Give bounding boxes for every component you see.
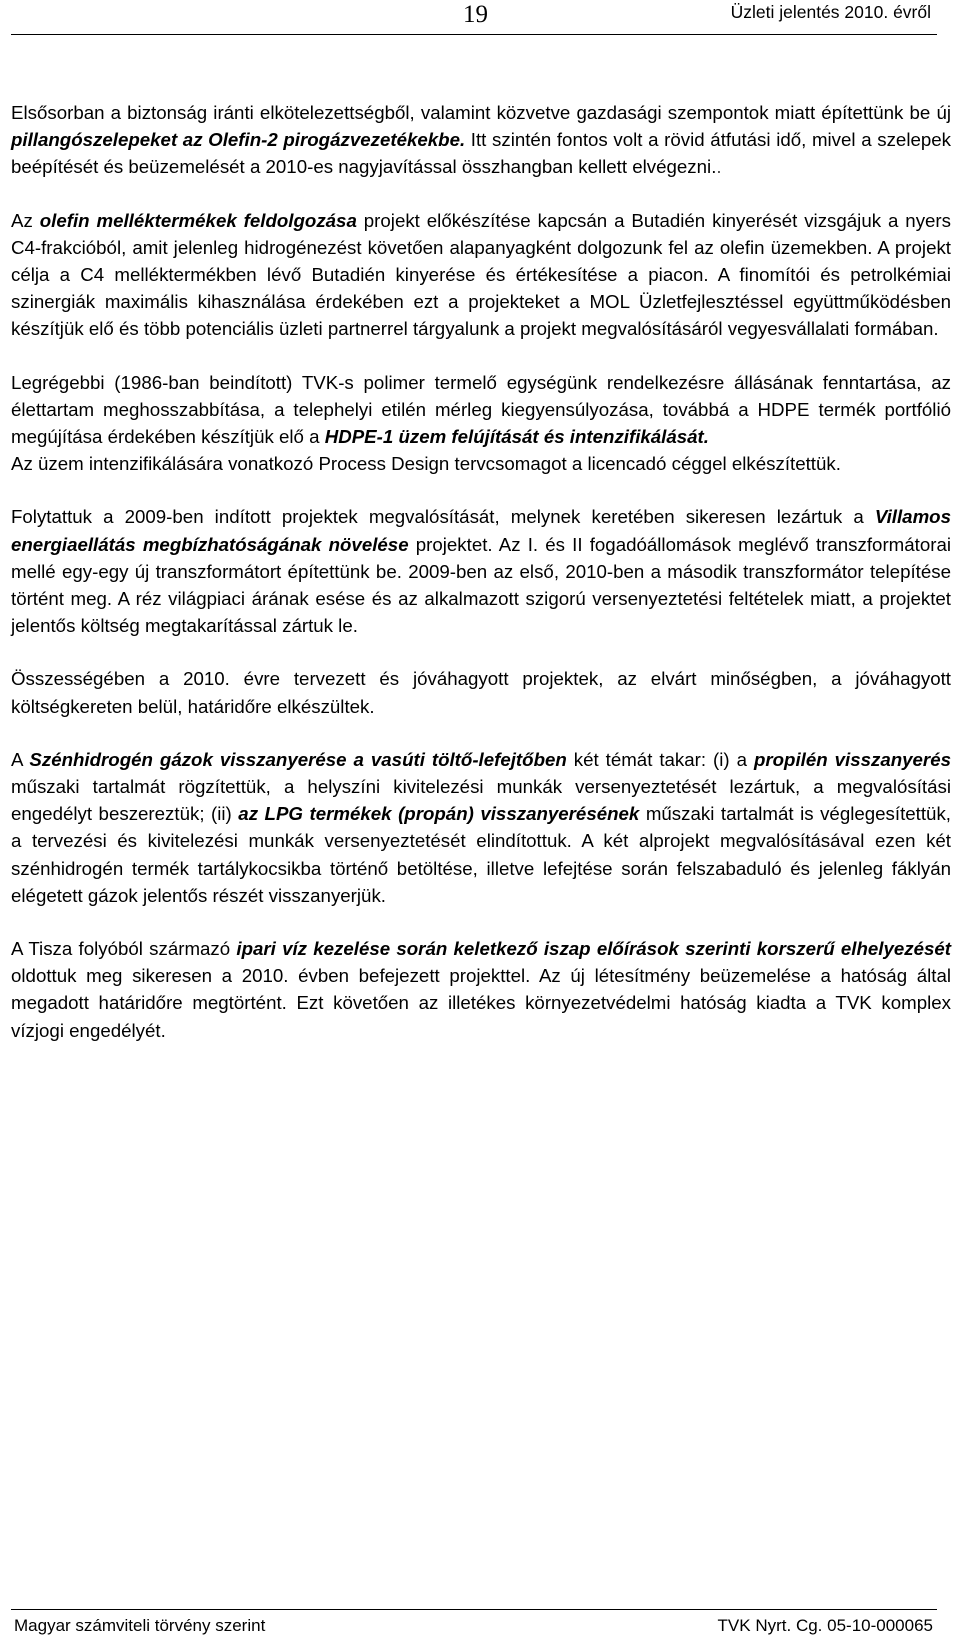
emphasis-hdpe-1: HDPE-1 üzem felújítását és intenzifikálását. [324, 426, 709, 448]
emphasis-lpg: az LPG termékek (propán) visszanyerésének [238, 803, 640, 825]
document-body [11, 99, 957, 1070]
paragraph-summary: Összességében a 2010. évre tervezett és jóváhagyott projektek, az elvárt minőségben, a jóváhagyott költségkereten belül, határidőre elkészültek. [11, 668, 957, 717]
paragraph-hdpe-1: Legrégebbi (1986-ban beindított) TVK-s polimer termelő egységünk rendelkezésre állásának fenntartása, az élettartam meghosszabbítása, a telephelyi etilén mérleg kiegyensúlyozása, továbbá a HDPE termék portfólió megújítása érdekében készítjük elő a HDPE-1 üzem felújítását és intenzifikálását. [11, 371, 957, 448]
paragraph-olefin-byproducts: Az olefin melléktermékek feldolgozása projekt előkészítése kapcsán a Butadién kinyerését vizsgájuk a nyers C4-frakcióból, amit jelenleg hidrogénezést követően alapanyagként dolgozunk fel az olefin üzemekben. A projekt célja a C4 melléktermékben lévő Butadién kinyerése és értékesítése a piacon. A finomítói és petrolkémiai szinergiák maximális kihasználása érdekében ezt a projekteket a MOL Üzletfejlesztéssel együttműködésben készítjük elő és több potenciális üzleti partnerrel tárgyalunk a projekt megvalósításáról vegyesvállalati formában. [11, 209, 957, 340]
paragraph-power-supply: Folytattuk a 2009-ben indított projektek megvalósítását, melynek keretében sikeresen lezártuk a Villamos energiaellátás megbízhatóságának növelése projektet. Az I. és II fogadóállomások meglévő transzformátorai mellé egy-egy új transzformátort építettünk be. 2009-ben az első, 2010-ben a második transzformátor telepítése történt meg. A réz világpiaci árának esése és az alkalmazott szigorú versenyeztetési feltételek miatt, a projektet jelentős költség megtakarítással zártuk le. [11, 506, 957, 637]
emphasis-propylene: propilén visszanyerés [753, 748, 951, 770]
emphasis-butterfly-valves: pillangószelepeket az Olefin-2 pirogázvezetékekbe. [11, 129, 466, 151]
page-header [11, 0, 937, 35]
emphasis-olefin-byproducts: olefin melléktermékek feldolgozása [39, 209, 357, 231]
footer-accounting-note: Magyar számviteli törvény szerint [14, 1616, 266, 1635]
paragraph-sludge: A Tisza folyóból származó ipari víz kezelése során keletkező iszap előírások szerinti korszerű elhelyezését oldottuk meg sikeresen a 2010. évben befejezett projekttel. Az új létesítmény beüzemelése a hatóság által megadott határidőre megtörtént. Ezt követően az illetékes környezetvédelmi hatóság kiadta a TVK komplex vízjogi engedélyét. [11, 938, 957, 1041]
footer-company-registration: TVK Nyrt. Cg. 05-10-000065 [717, 1616, 933, 1635]
emphasis-sludge: ipari víz kezelése során keletkező iszap előírások szerinti korszerű elhelyezését [236, 938, 952, 960]
page-footer [11, 1609, 937, 1640]
paragraph-process-design: Az üzem intenzifikálására vonatkozó Process Design tervcsomagot a licencadó céggel elkészítettük. [11, 453, 841, 475]
paragraph-valves: Elsősorban a biztonság iránti elkötelezettségből, valamint közvetve gazdasági szempontok miatt építettünk be új pillangószelepeket az Olefin-2 pirogázvezetékekbe. Itt szintén fontos volt a rövid átfutási idő, mivel a szelepek beépítését és beüzemelését a 2010-es nagyjavítással összhangban kellett elvégezni.. [11, 102, 957, 178]
paragraph-gas-recovery: A Szénhidrogén gázok visszanyerése a vasúti töltő-lefejtőben két témát takar: (i) a propilén visszanyerés műszaki tartalmát rögzítettük, a helyszíni kivitelezési munkák versenyeztetését lezártuk, a megvalósítási engedélyt beszereztük; (ii) az LPG termékek (propán) visszanyerésének műszaki tartalmát is véglegesítettük, a tervezési és kivitelezési munkák versenyeztetését elindítottuk. A két alprojekt megvalósításával ezen két szénhidrogén termék tartálykocsikba történő betöltése, illetve lefejtése során felszabaduló és jelenleg fáklyán elégetett gázok jelentős részét visszanyerjük. [11, 748, 957, 906]
emphasis-power-supply: Villamos energiaellátás megbízhatóságának növelése [11, 506, 957, 555]
emphasis-gas-recovery: Szénhidrogén gázok visszanyerése a vasúti töltő-lefejtőben [29, 748, 567, 770]
page-number: 19 [463, 1, 488, 28]
report-title: Üzleti jelentés 2010. évről [730, 2, 931, 22]
